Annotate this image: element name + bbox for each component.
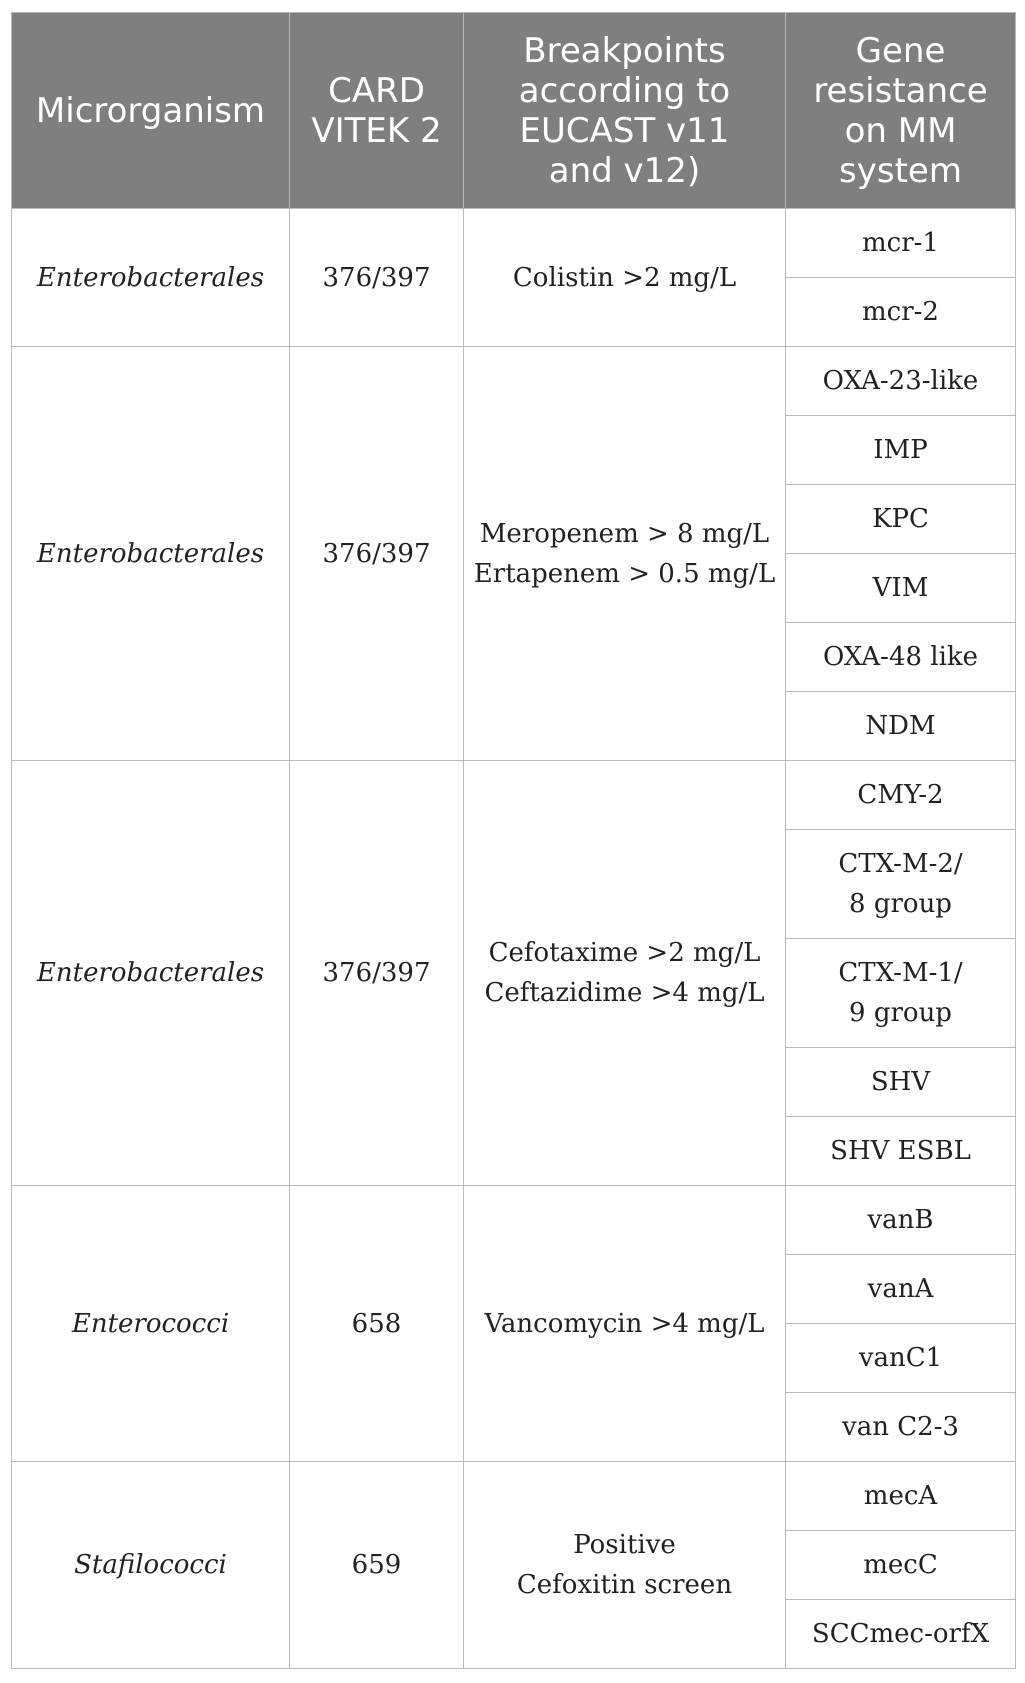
breakpoint-cell: Cefotaxime >2 mg/L Ceftazidime >4 mg/L <box>464 761 786 1186</box>
gene-cell: vanA <box>786 1255 1016 1324</box>
gene-cell: van C2-3 <box>786 1393 1016 1462</box>
table-row <box>12 761 1016 830</box>
gene-cell: vanC1 <box>786 1324 1016 1393</box>
gene-cell: VIM <box>786 554 1016 623</box>
card-cell: 376/397 <box>290 209 464 347</box>
gene-cell: SCCmec-orfX <box>786 1600 1016 1669</box>
gene-cell: OXA-48 like <box>786 623 1016 692</box>
breakpoint-cell: Colistin >2 mg/L <box>464 209 786 347</box>
card-cell: 659 <box>290 1462 464 1669</box>
header-row <box>12 13 1016 209</box>
table-row <box>12 347 1016 416</box>
gene-cell: KPC <box>786 485 1016 554</box>
resistance-table <box>11 12 1016 1669</box>
table-row <box>12 209 1016 278</box>
organism-cell: Enterococci <box>12 1186 290 1462</box>
gene-cell: SHV ESBL <box>786 1117 1016 1186</box>
gene-cell: mecA <box>786 1462 1016 1531</box>
table-container <box>11 12 1015 1669</box>
header-gene-resistance: Gene resistance on MM system <box>786 13 1016 209</box>
card-cell: 376/397 <box>290 761 464 1186</box>
gene-cell: CTX-M-1/ 9 group <box>786 939 1016 1048</box>
gene-cell: CTX-M-2/ 8 group <box>786 830 1016 939</box>
organism-cell: Enterobacterales <box>12 347 290 761</box>
header-breakpoints: Breakpoints according to EUCAST v11 and v12) <box>464 13 786 209</box>
gene-cell: mcr-1 <box>786 209 1016 278</box>
breakpoint-cell: Meropenem > 8 mg/L Ertapenem > 0.5 mg/L <box>464 347 786 761</box>
breakpoint-cell: Positive Cefoxitin screen <box>464 1462 786 1669</box>
card-cell: 658 <box>290 1186 464 1462</box>
table-row <box>12 1462 1016 1531</box>
organism-cell: Enterobacterales <box>12 761 290 1186</box>
gene-cell: mcr-2 <box>786 278 1016 347</box>
gene-cell: mecC <box>786 1531 1016 1600</box>
organism-cell: Enterobacterales <box>12 209 290 347</box>
breakpoint-cell: Vancomycin >4 mg/L <box>464 1186 786 1462</box>
table-row <box>12 1186 1016 1255</box>
organism-cell: Stafilococci <box>12 1462 290 1669</box>
gene-cell: OXA-23-like <box>786 347 1016 416</box>
gene-cell: CMY-2 <box>786 761 1016 830</box>
gene-cell: SHV <box>786 1048 1016 1117</box>
gene-cell: IMP <box>786 416 1016 485</box>
card-cell: 376/397 <box>290 347 464 761</box>
header-microrganism: Microrganism <box>12 13 290 209</box>
header-card-vitek: CARD VITEK 2 <box>290 13 464 209</box>
gene-cell: NDM <box>786 692 1016 761</box>
gene-cell: vanB <box>786 1186 1016 1255</box>
